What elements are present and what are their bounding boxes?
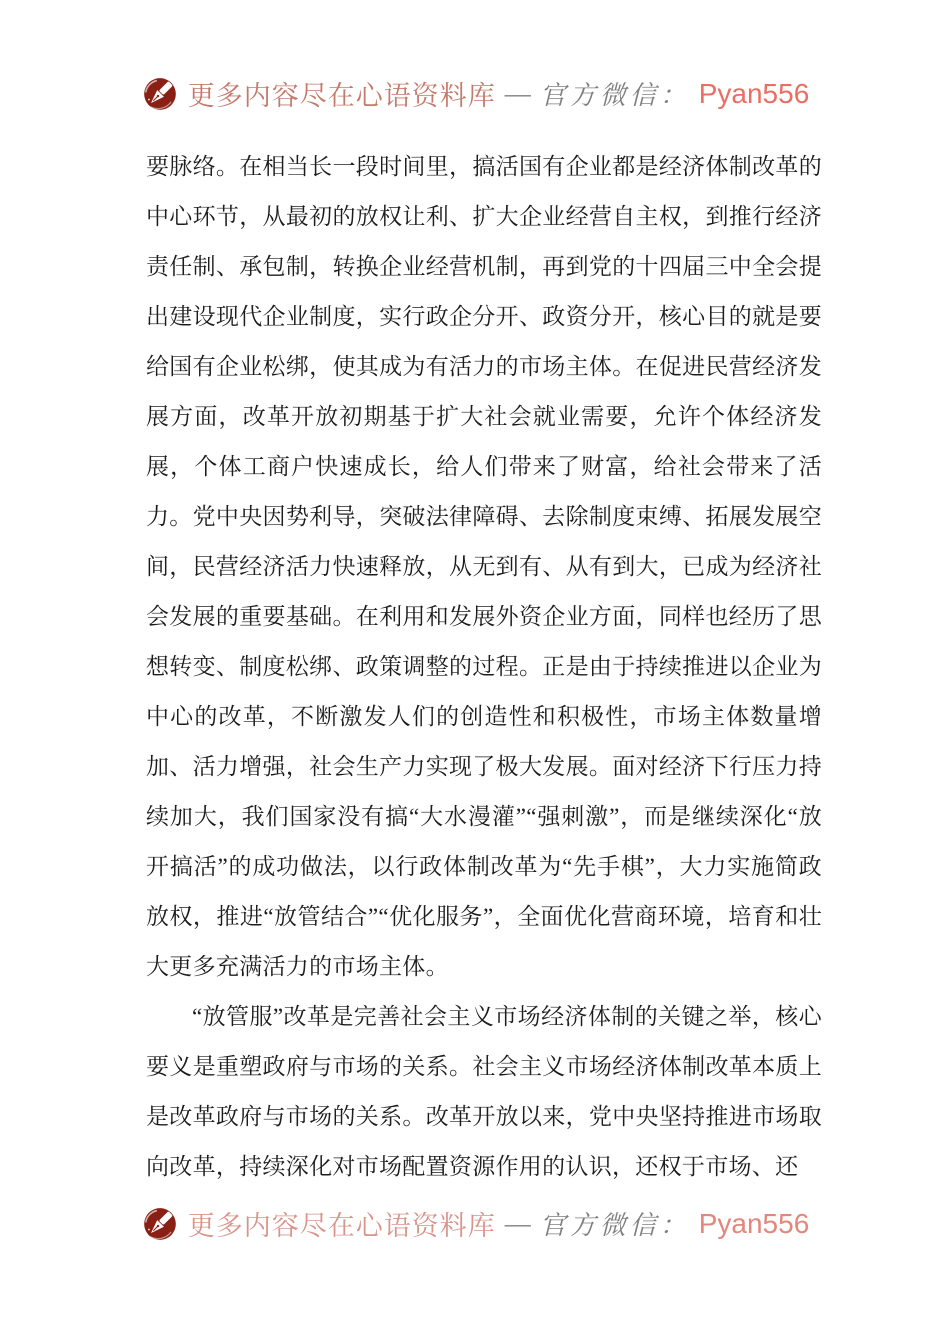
brand-text: 更多内容尽在心语资料库 bbox=[187, 81, 496, 111]
pen-nib-seal-icon bbox=[141, 75, 179, 113]
wechat-id: Pyan556 bbox=[698, 77, 810, 109]
wechat-label: 官方微信： bbox=[539, 1211, 690, 1240]
paragraph-continuation: 要脉络。在相当长一段时间里，搞活国有企业都是经济体制改革的中心环节，从最初的放权让利、扩大企业经营自主权，到推行经济责任制、承包制，转换企业经营机制，再到党的十四届三中全会提出建设现代企业制度，实行政企分开、政资分开，核心目的就是要给国有企业松绑，使其成为有活力的市场主体。在促进民营经济发展方面，改革开放初期基于扩大社会就业需要，允许个体经济发展，个体工商户快速成长，给人们带来了财富，给社会带来了活力。党中央因势利导，突破法律障碍、去除制度束缚、拓展发展空间，民营经济活力快速释放，从无到有、从有到大，已成为经济社会发展的重要基础。在利用和发展外资企业方面，同样也经历了思想转变、制度松绑、政策调整的过程。正是由于持续推进以企业为中心的改革，不断激发人们的创造性和积极性，市场主体数量增加、活力增强，社会生产力实现了极大发展。面对经济下行压力持续加大，我们国家没有搞“大水漫灌”“强刺激”，而是继续深化“放开搞活”的成功做法，以行政体制改革为“先手棋”，大力实施简政放权，推进“放管结合”“优化服务”，全面优化营商环境，培育和壮大更多充满活力的市场主体。 bbox=[146, 154, 822, 979]
dash-separator: — bbox=[504, 78, 531, 108]
paragraph-fangguanfu-reform: “放管服”改革是完善社会主义市场经济体制的关键之举，核心要义是重塑政府与市场的关系。社会主义市场经济体制改革本质上是改革政府与市场的关系。改革开放以来，党中央坚持推进市场取向改革，持续深化对市场配置资源作用的认识，还权于市场、还 bbox=[146, 1004, 822, 1179]
wechat-id: Pyan556 bbox=[698, 1207, 810, 1239]
watermark-header bbox=[0, 74, 950, 113]
document-body bbox=[146, 142, 822, 1198]
wechat-label: 官方微信： bbox=[539, 81, 690, 110]
dash-separator: — bbox=[504, 1208, 531, 1238]
pen-nib-seal-icon bbox=[141, 1205, 179, 1243]
watermark-footer bbox=[0, 1204, 950, 1243]
brand-text: 更多内容尽在心语资料库 bbox=[187, 1211, 496, 1241]
